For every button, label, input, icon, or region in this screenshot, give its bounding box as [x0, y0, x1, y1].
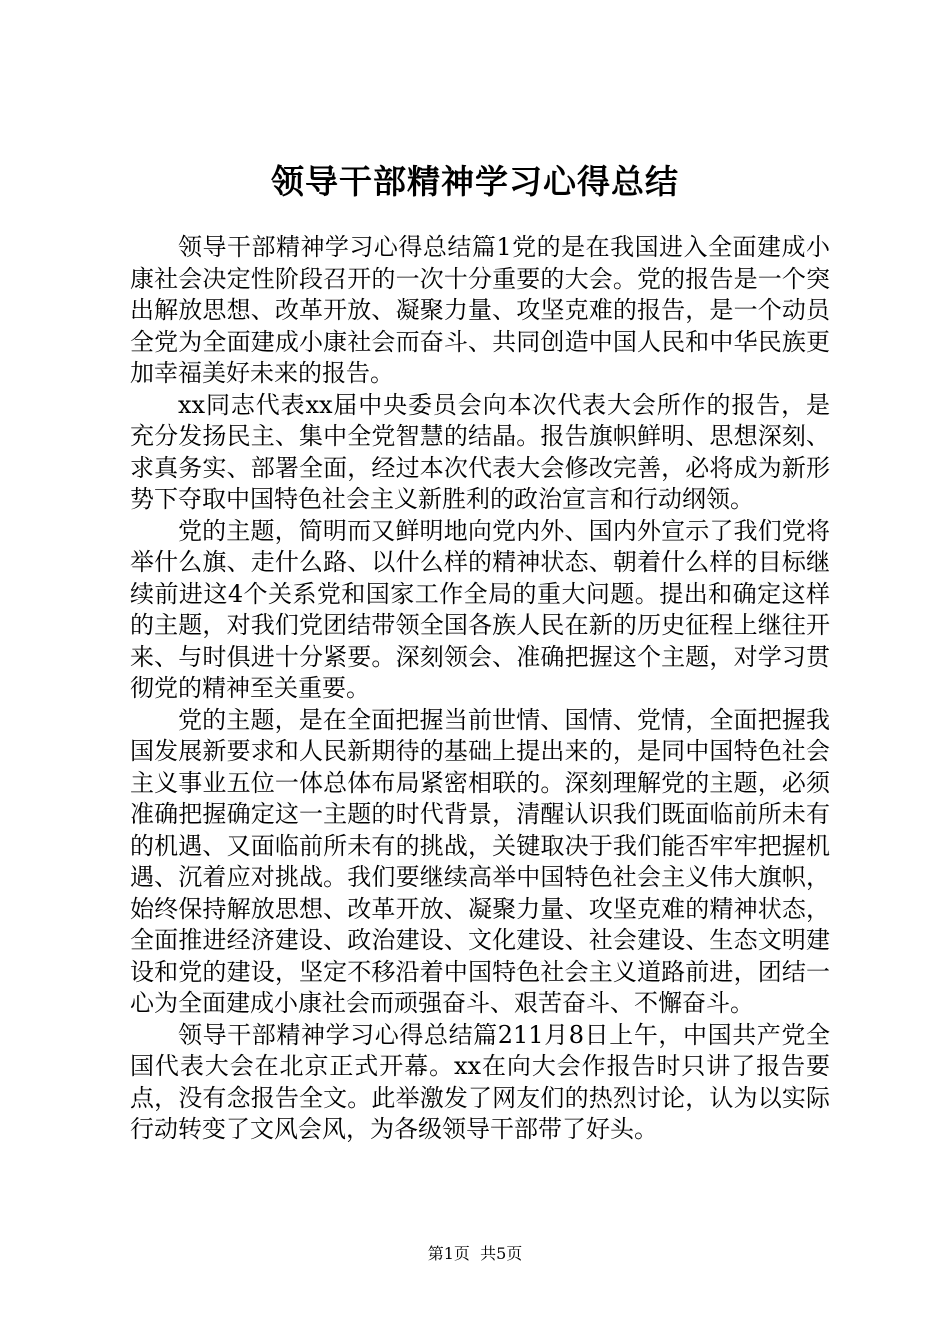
footer-separator — [470, 1244, 480, 1263]
paragraph: xx同志代表xx届中央委员会向本次代表大会所作的报告，是充分发扬民主、集中全党智慧的结晶。报告旗帜鲜明、思想深刻、求真务实、部署全面，经过本次代表大会修改完善，必将成为新形势下夺取中国特色社会主义新胜利的政治宣言和行动纲领。 — [130, 390, 830, 513]
paragraph: 党的主题，简明而又鲜明地向党内外、国内外宣示了我们党将举什么旗、走什么路、以什么样的精神状态、朝着什么样的目标继续前进这4个关系党和国家工作全局的重大问题。提出和确定这样的主题，对我们党团结带领全国各族人民在新的历史征程上继往开来、与时俱进十分紧要。深刻领会、准确把握这个主题，对学习贯彻党的精神至关重要。 — [130, 516, 830, 702]
paragraph: 领导干部精神学习心得总结篇211月8日上午，中国共产党全国代表大会在北京正式开幕。xx在向大会作报告时只讲了报告要点，没有念报告全文。此举激发了网友们的热烈讨论，认为以实际行动转变了文风会风，为各级领导干部带了好头。 — [130, 1020, 830, 1143]
page-total: 共5页 — [480, 1244, 523, 1263]
page-footer — [0, 1243, 950, 1265]
page-title: 领导干部精神学习心得总结 — [271, 162, 679, 201]
paragraph: 领导干部精神学习心得总结篇1党的是在我国进入全面建成小康社会决定性阶段召开的一次十分重要的大会。党的报告是一个突出解放思想、改革开放、凝聚力量、攻坚克难的报告，是一个动员全党为全面建成小康社会而奋斗、共同创造中国人民和中华民族更加幸福美好未来的报告。 — [130, 233, 830, 387]
paragraph: 党的主题，是在全面把握当前世情、国情、党情，全面把握我国发展新要求和人民新期待的基础上提出来的，是同中国特色社会主义事业五位一体总体布局紧密相联的。深刻理解党的主题，必须准确把握确定这一主题的时代背景，清醒认识我们既面临前所未有的机遇、又面临前所未有的挑战，关键取决于我们能否牢牢把握机遇、沉着应对挑战。我们要继续高举中国特色社会主义伟大旗帜，始终保持解放思想、改革开放、凝聚力量、攻坚克难的精神状态，全面推进经济建设、政治建设、文化建设、社会建设、生态文明建设和党的建设，坚定不移沿着中国特色社会主义道路前进，团结一心为全面建成小康社会而顽强奋斗、艰苦奋斗、不懈奋斗。 — [130, 705, 830, 1017]
document-body — [130, 232, 830, 1146]
page-number: 第1页 — [427, 1244, 470, 1263]
